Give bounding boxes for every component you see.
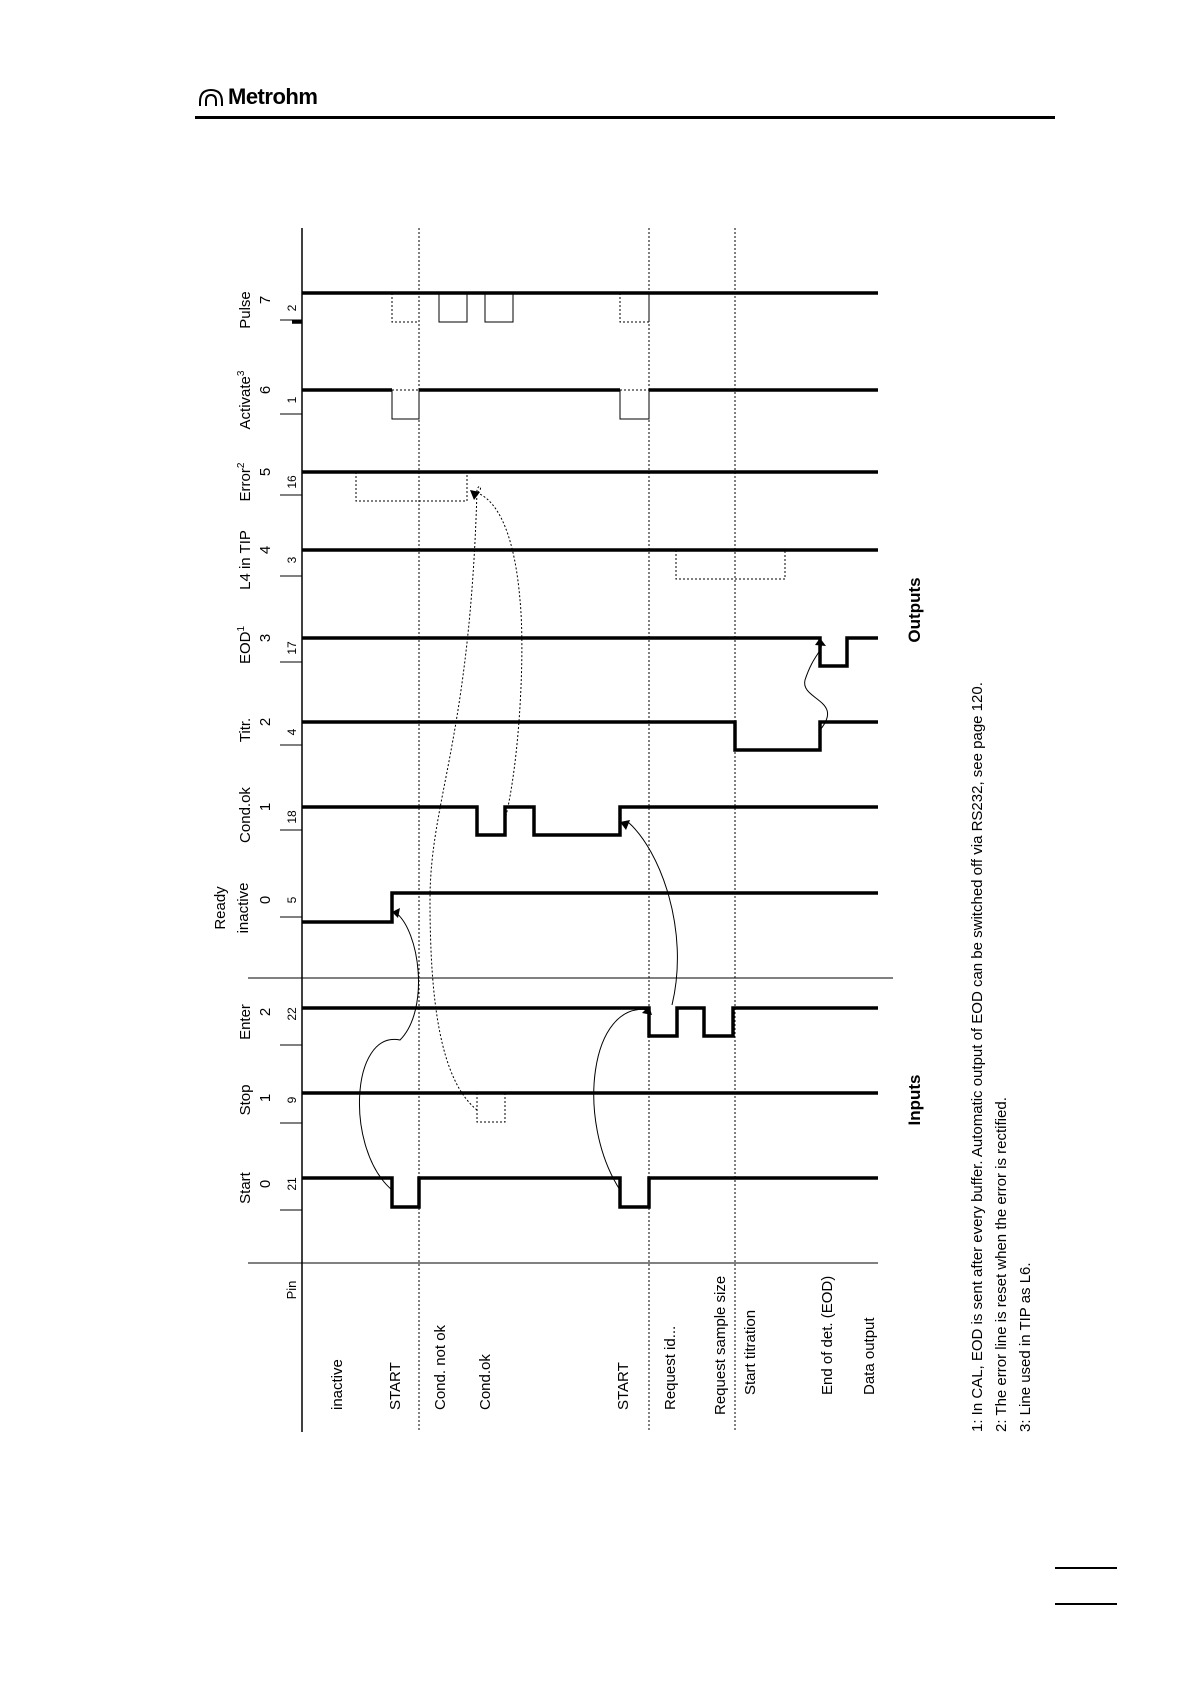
output-l4-number: 4 — [257, 545, 274, 555]
output-condok-pin: 18 — [285, 810, 299, 824]
output-error-pin: 16 — [285, 475, 299, 489]
event-data-output: Data output — [861, 1317, 878, 1395]
output-condok-number: 1 — [257, 802, 274, 812]
page-corner-rule-top — [1055, 1567, 1117, 1569]
input-stop-number: 1 — [257, 1093, 274, 1103]
event-cond-not-ok: Cond. not ok — [432, 1324, 449, 1410]
output-ready-name2: inactive — [235, 882, 252, 934]
footnote-3: 3: Line used in TIP as L6. — [1017, 1262, 1034, 1432]
output-ready-number: 0 — [257, 895, 274, 905]
output-ready-name: Ready — [212, 886, 229, 930]
inputs-label: Inputs — [905, 1074, 924, 1126]
output-eod-pin: 17 — [285, 641, 299, 655]
output-pulse-pin: 2 — [285, 304, 299, 312]
output-eod-number: 3 — [257, 633, 274, 643]
output-ready-pin: 5 — [285, 896, 299, 904]
event-cond-ok: Cond.ok — [477, 1354, 494, 1410]
input-start-number: 0 — [257, 1179, 274, 1189]
input-start-pin: 21 — [285, 1177, 299, 1191]
brand-name: Metrohm — [228, 84, 318, 109]
output-pulse-number: 7 — [257, 295, 274, 305]
outputs-label: Outputs — [905, 577, 924, 643]
pin-label: Pin — [284, 1280, 299, 1300]
output-l4-pin: 3 — [285, 556, 299, 564]
output-l4-name: L4 in TIP — [237, 530, 254, 590]
output-activate-pin: 1 — [285, 396, 299, 404]
output-titr-number: 2 — [257, 717, 274, 727]
page-corner-rule-bottom — [1055, 1603, 1117, 1605]
event-request-id: Request id... — [662, 1325, 679, 1410]
output-eod-name: EOD$^1$ — [236, 625, 254, 665]
input-stop-pin: 9 — [285, 1096, 299, 1104]
event-start-2: START — [615, 1362, 632, 1410]
output-activate-number: 6 — [257, 385, 274, 395]
output-pulse-name: Pulse — [237, 291, 254, 329]
input-enter-pin: 22 — [285, 1007, 299, 1021]
footnote-2: 2: The error line is reset when the error is rectified. — [993, 1097, 1010, 1432]
output-titr-name: Titr. — [237, 717, 254, 743]
event-start-titration: Start titration — [742, 1309, 759, 1395]
output-error-number: 5 — [257, 467, 274, 477]
event-request-sample-size: Request sample size — [712, 1275, 729, 1415]
event-eod: End of det. (EOD) — [819, 1275, 836, 1395]
output-activate-name: Activate$^3$ — [236, 370, 254, 430]
input-start-name: Start — [237, 1172, 254, 1204]
event-inactive: inactive — [329, 1359, 346, 1410]
footnote-1: 1: In CAL, EOD is sent after every buffer. Automatic output of EOD can be switched off via RS232, see page 120. — [969, 682, 986, 1432]
event-start-1: START — [387, 1362, 404, 1410]
output-condok-name: Cond.ok — [237, 787, 254, 843]
output-titr-pin: 4 — [285, 728, 299, 736]
output-error-name: Error$^2$ — [236, 462, 254, 502]
input-enter-name: Enter — [237, 1004, 254, 1040]
input-stop-name: Stop — [237, 1084, 254, 1116]
input-enter-number: 2 — [257, 1007, 274, 1017]
